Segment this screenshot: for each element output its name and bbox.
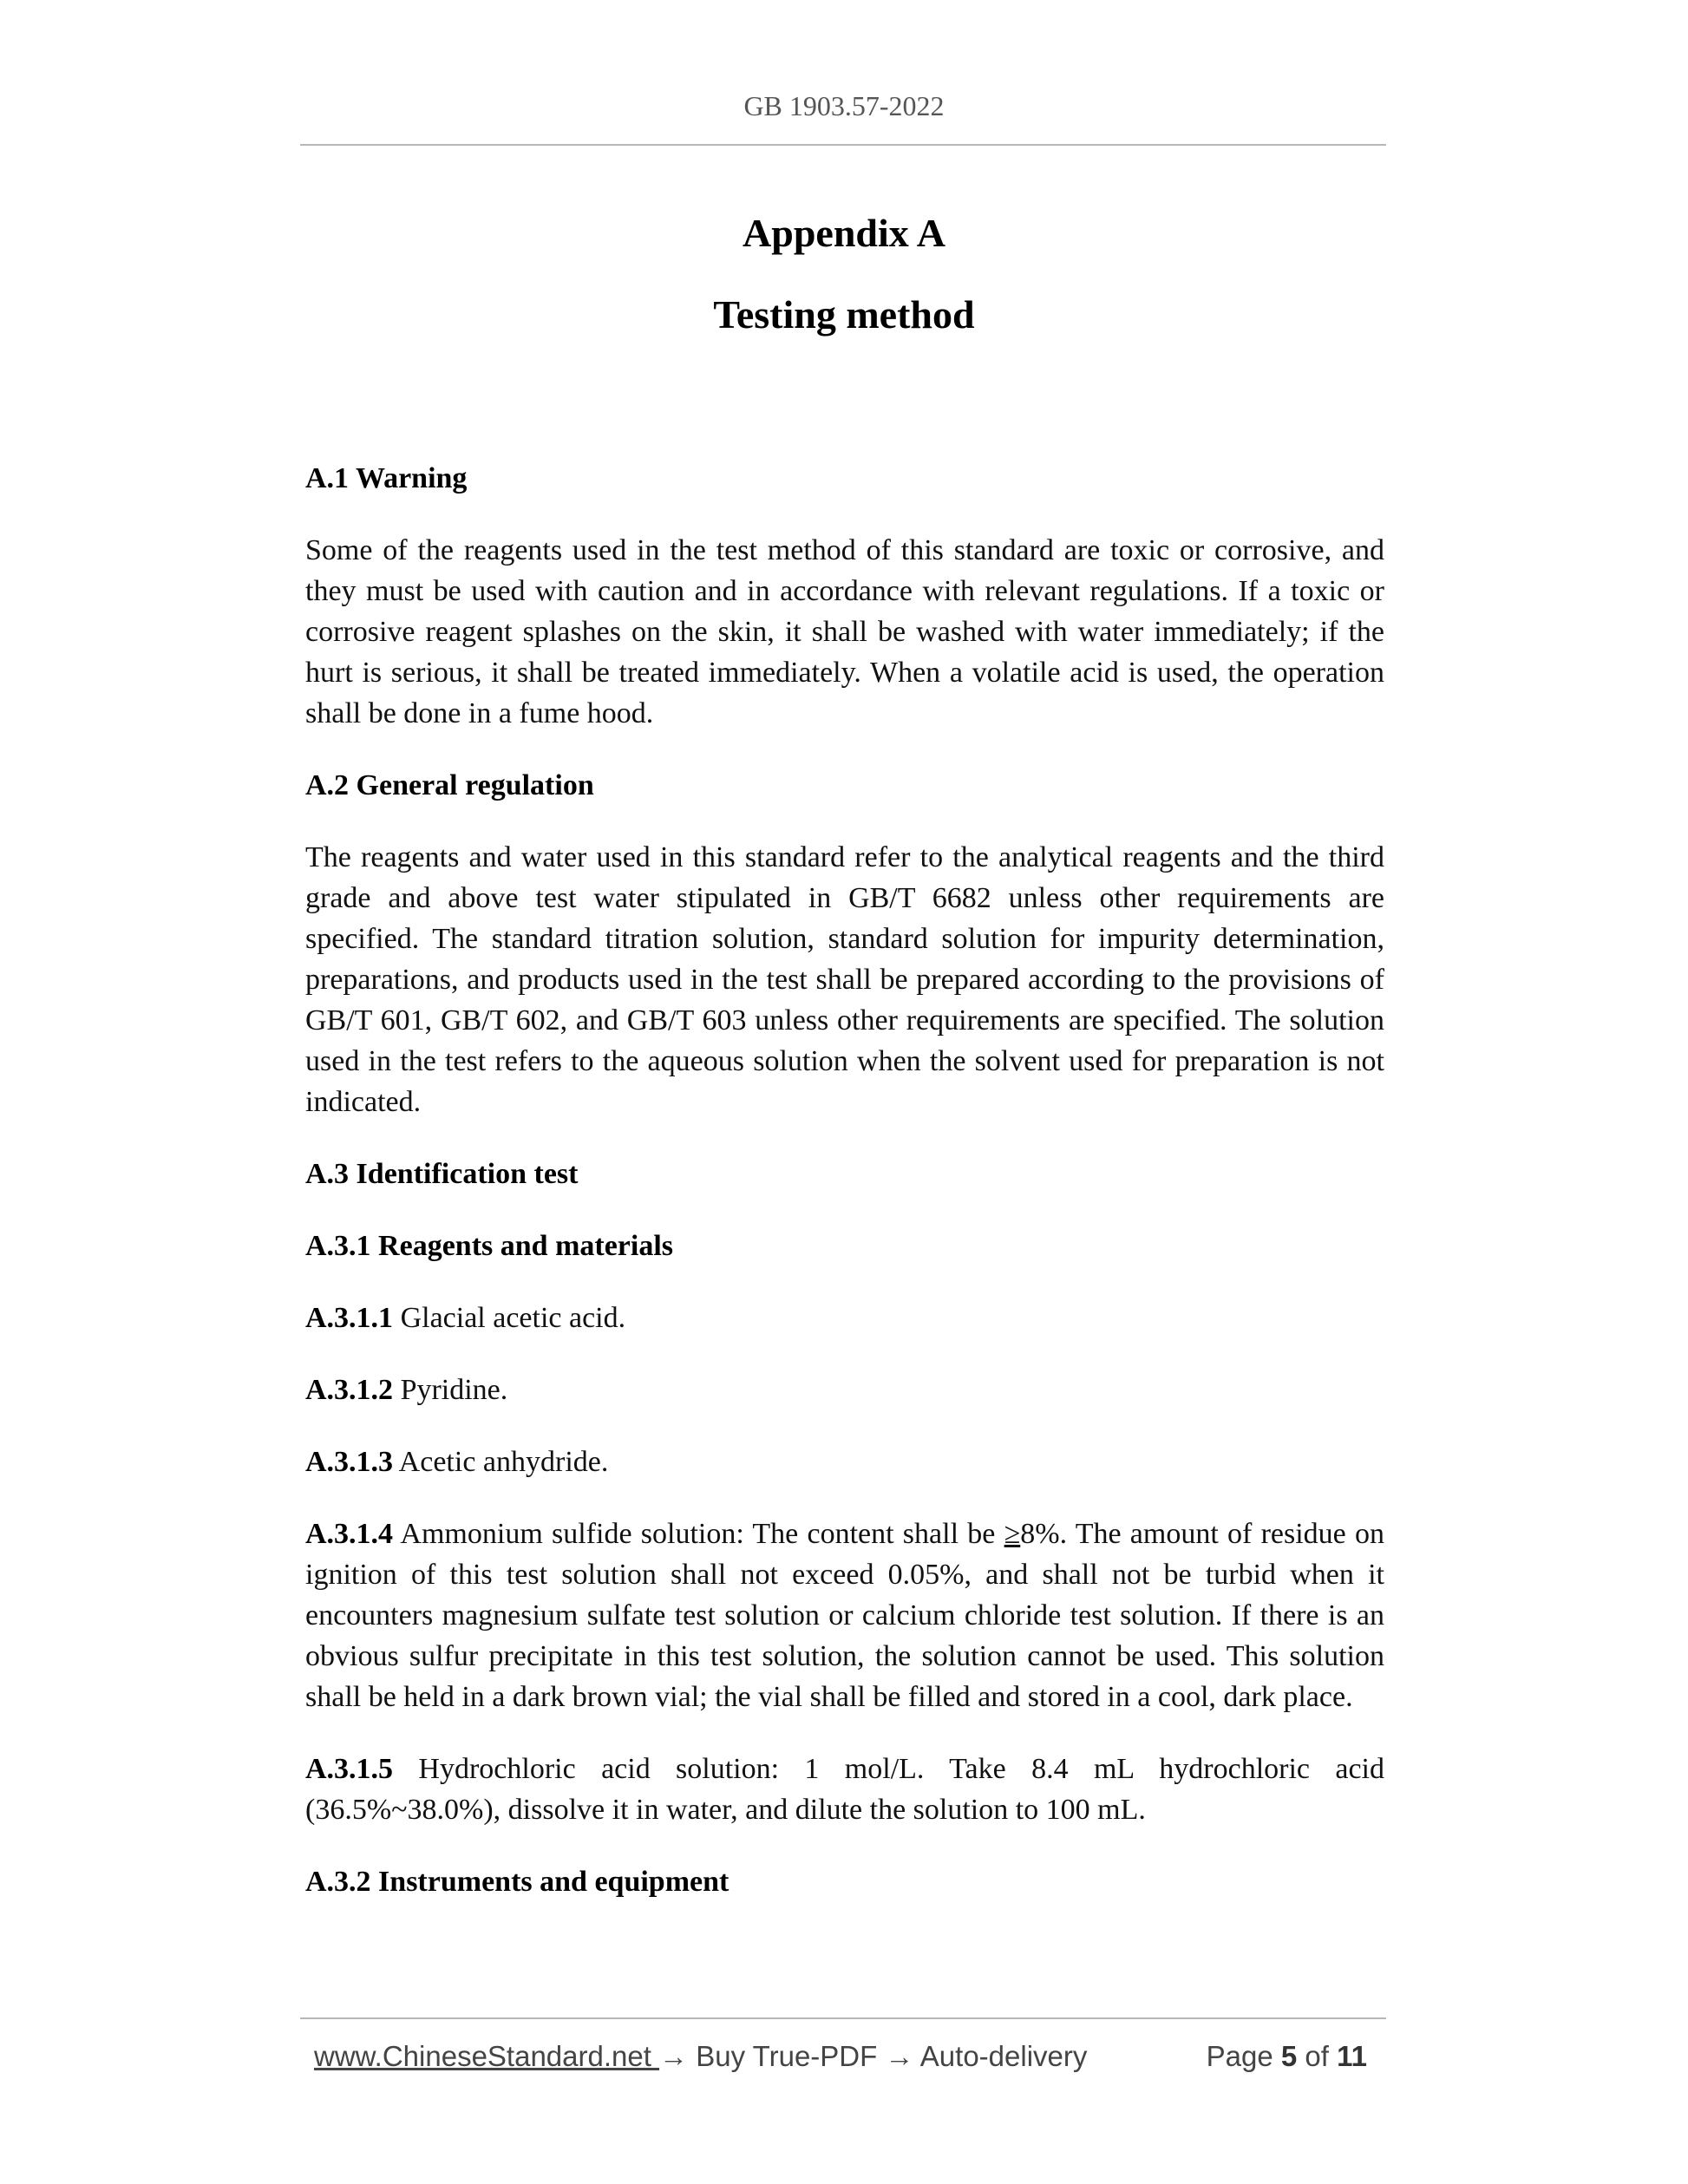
section-heading-a3-1: A.3.1 Reagents and materials <box>305 1230 674 1262</box>
clause-a3-1-3 <box>305 1442 1384 1482</box>
footer-nav-text: → Buy True-PDF → Auto-delivery <box>659 2040 1088 2072</box>
page-total: 11 <box>1337 2040 1367 2072</box>
appendix-title: Appendix A <box>743 211 945 255</box>
clause-number: A.3.1.3 <box>305 1446 394 1478</box>
appendix-subtitle: Testing method <box>713 292 975 337</box>
clause-a3-1-5 <box>305 1749 1384 1830</box>
running-header: GB 1903.57-2022 <box>743 90 945 121</box>
section-heading-a2: A.2 General regulation <box>305 769 594 801</box>
page-current: 5 <box>1280 2040 1298 2072</box>
section-text-a1: Some of the reagents used in the test method of this standard are toxic or corrosive, and they must be used with caution and in accordance with relevant regulations. If a toxic or corrosive reagent splashes on the skin, it shall be washed with water immediately; if the hurt is serious, it shall be treated immediately. When a volatile acid is used, the operation shall be done in a fume hood. <box>305 534 1384 729</box>
site-link[interactable]: www.ChineseStandard.net <box>314 2040 660 2072</box>
clause-text: Acetic anhydride. <box>393 1446 609 1478</box>
body-content <box>305 458 1384 1902</box>
footer-divider <box>300 2017 1386 2019</box>
clause-number: A.3.1.2 <box>305 1374 394 1406</box>
footer-promo <box>314 2040 1087 2073</box>
clause-number: A.3.1.4 <box>305 1518 394 1550</box>
page-indicator <box>1207 2040 1367 2073</box>
header-divider <box>300 144 1386 146</box>
page-label: Page <box>1206 2040 1281 2072</box>
section-heading-a3: A.3 Identification test <box>305 1158 579 1190</box>
clause-text: Pyridine. <box>393 1374 508 1406</box>
clause-a3-1-2 <box>305 1370 1384 1410</box>
clause-text-before: Ammonium sulfide solution: The content shall be <box>393 1518 1004 1550</box>
page-of-label: of <box>1297 2040 1338 2072</box>
clause-number: A.3.1.5 <box>305 1753 394 1785</box>
clause-a3-1-1 <box>305 1298 1384 1338</box>
section-heading-a1: A.1 Warning <box>305 462 468 494</box>
greater-equal-symbol: ≥ <box>1004 1518 1021 1550</box>
clause-text: Glacial acetic acid. <box>393 1302 626 1334</box>
section-heading-a3-2: A.3.2 Instruments and equipment <box>305 1866 730 1898</box>
clause-text-after: 8%. The amount of residue on ignition of this test solution shall not exceed 0.05%, and shall not be turbid when it encounters magnesium sulfate test solution or calcium chloride test solution. If there is an obvious sulfur precipitate in this test solution, the solution cannot be used. This solution shall be held in a dark brown vial; the vial shall be filled and stored in a cool, dark place. <box>305 1518 1384 1713</box>
clause-a3-1-4 <box>305 1514 1384 1717</box>
clause-number: A.3.1.1 <box>305 1302 394 1334</box>
clause-text: Hydrochloric acid solution: 1 mol/L. Take 8.4 mL hydrochloric acid (36.5%~38.0%), dissolve it in water, and dilute the solution to 100 mL. <box>305 1753 1384 1826</box>
section-text-a2: The reagents and water used in this standard refer to the analytical reagents and the third grade and above test water stipulated in GB/T 6682 unless other requirements are specified. The standard titration solution, standard solution for impurity determination, preparations, and products used in the test shall be prepared according to the provisions of GB/T 601, GB/T 602, and GB/T 603 unless other requirements are specified. The solution used in the test refers to the aqueous solution when the solvent used for preparation is not indicated. <box>305 841 1384 1118</box>
